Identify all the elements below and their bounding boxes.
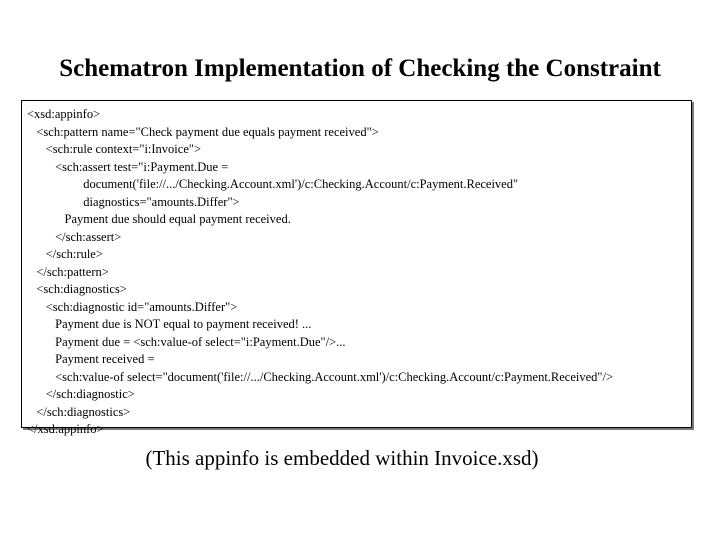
code-line: </sch:diagnostic>	[27, 387, 135, 401]
code-line: </sch:rule>	[27, 247, 103, 261]
slide-title: Schematron Implementation of Checking the Constraint	[59, 55, 661, 82]
code-line: <sch:rule context="i:Invoice">	[27, 142, 202, 156]
code-line: <sch:pattern name="Check payment due equals payment received">	[27, 124, 379, 139]
code-line: Payment due should equal payment received.	[27, 212, 291, 226]
code-line: Payment due = <sch:value-of select="i:Payment.Due"/>...	[27, 334, 346, 349]
code-line: </sch:diagnostics>	[27, 404, 131, 419]
code-line: <sch:diagnostic id="amounts.Differ">	[27, 299, 238, 314]
code-line: document('file://.../Checking.Account.xml')/c:Checking.Account/c:Payment.Received"	[27, 177, 519, 191]
code-line: Payment due is NOT equal to payment received! ...	[27, 317, 312, 331]
code-line: Payment received =	[27, 352, 155, 366]
code-line: </xsd:appinfo>	[27, 422, 104, 436]
code-line: </sch:assert>	[27, 229, 122, 244]
code-line: <sch:value-of select="document('file://.../Checking.Account.xml')/c:Checking.Account/c:Payment.Received"/>	[27, 369, 614, 384]
code-line: <sch:diagnostics>	[27, 282, 127, 296]
code-line: diagnostics="amounts.Differ">	[27, 194, 240, 209]
code-box	[21, 100, 692, 436]
code-line: <sch:assert test="i:Payment.Due =	[27, 159, 229, 174]
code-line: </sch:pattern>	[27, 264, 109, 279]
code-line: <xsd:appinfo>	[27, 107, 101, 121]
caption: (This appinfo is embedded within Invoice.xsd)	[145, 446, 539, 470]
